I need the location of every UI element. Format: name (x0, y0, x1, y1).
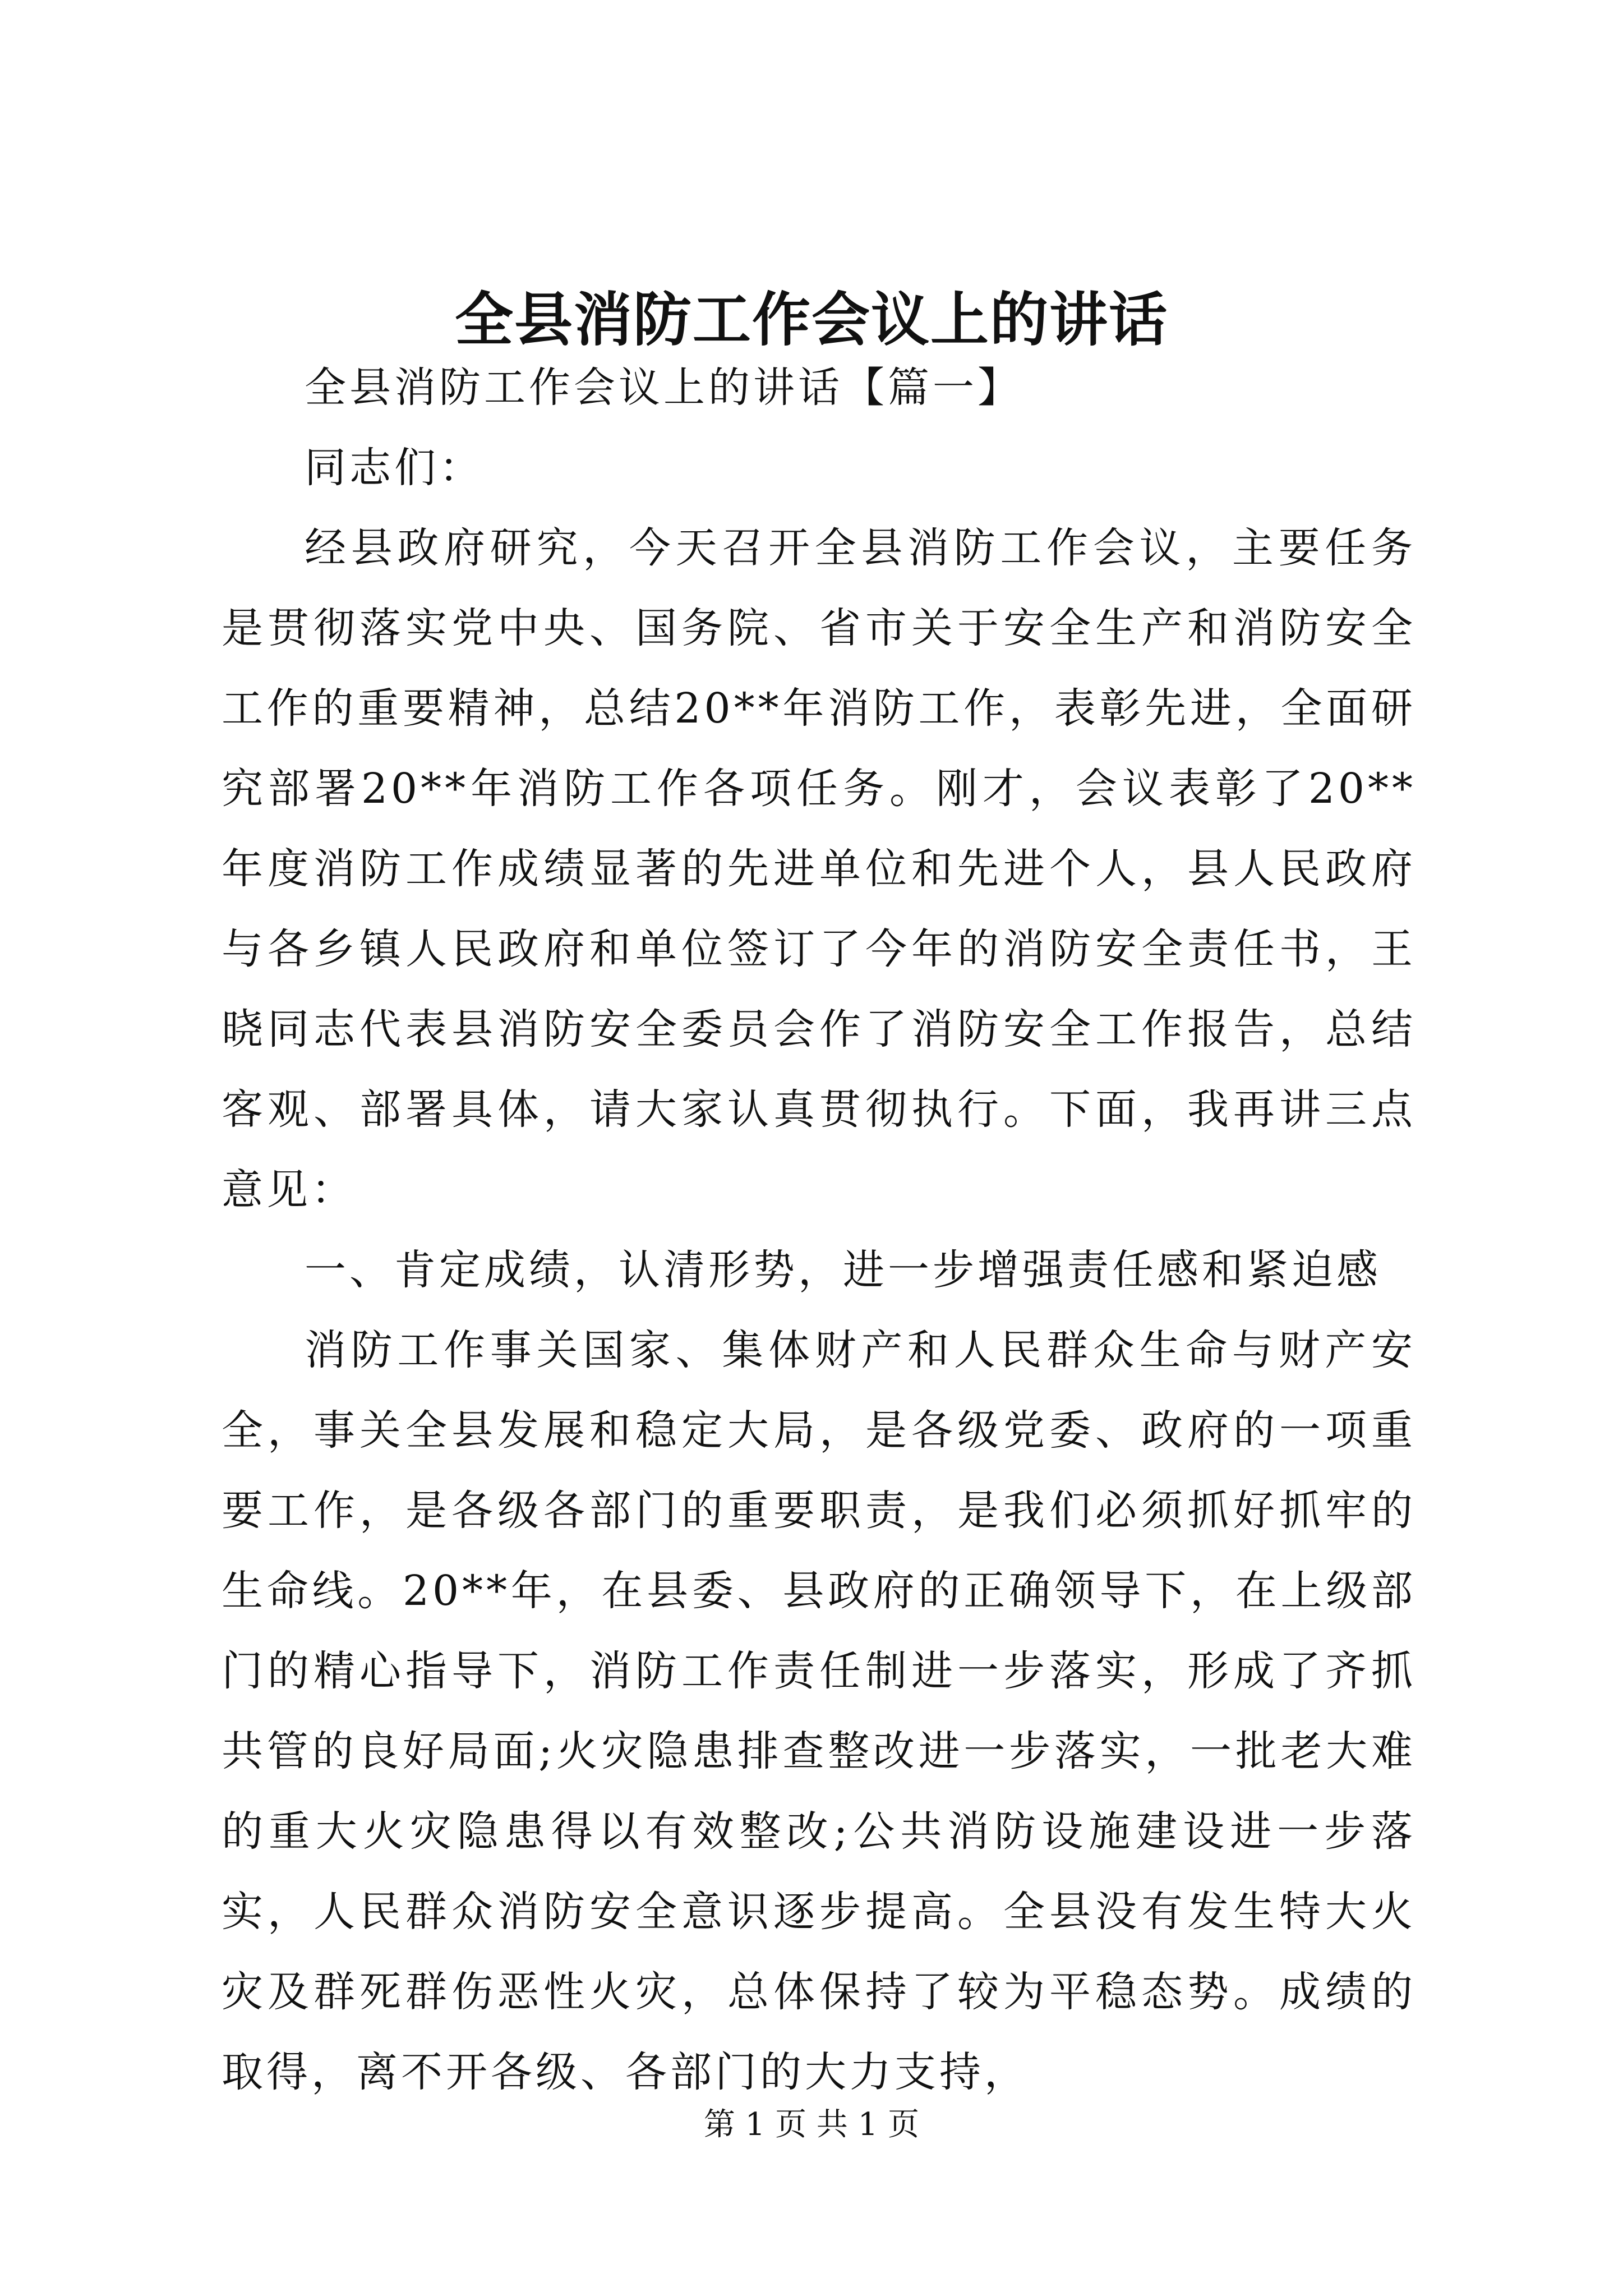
document-title: 全县消防工作会议上的讲话 (454, 285, 1168, 354)
page-footer: 第 1 页 共 1 页 (703, 2106, 920, 2143)
paragraph-achievements: 消防工作事关国家、集体财产和人民群众生命与财产安全，事关全县发展和稳定大局，是各级党委、政府的一项重要工作，是各级各部门的重要职责，是我们必须抓好抓牢的生命线。20**年，在县委、县政府的正确领导下，在上级部门的精心指导下，消防工作责任制进一步落实，形成了齐抓共管的良好局面;火灾隐患排查整改进一步落实，一批老大难的重大火灾隐患得以有效整改;公共消防设施建设进一步落实，人民群众消防安全意识逐步提高。全县没有发生特大火灾及群死群伤恶性火灾，总体保持了较为平稳态势。成绩的取得，离不开各级、各部门的大力支持， (222, 1326, 1416, 2096)
paragraph-intro: 经县政府研究，今天召开全县消防工作会议，主要任务是贯彻落实党中央、国务院、省市关于安全生产和消防安全工作的重要精神，总结20**年消防工作，表彰先进，全面研究部署20**年消防工作各项任务。刚才，会议表彰了20**年度消防工作成绩显著的先进单位和先进个人，县人民政府与各乡镇人民政府和单位签订了今年的消防安全责任书，王晓同志代表县消防安全委员会作了消防安全工作报告，总结客观、部署具体，请大家认真贯彻执行。下面，我再讲三点意见： (222, 524, 1416, 1214)
section-heading: 全县消防工作会议上的讲话【篇一】 (305, 364, 1022, 412)
salutation: 同志们： (305, 444, 484, 492)
subheading-one: 一、肯定成绩，认清形势，进一步增强责任感和紧迫感 (305, 1246, 1381, 1294)
document-body (222, 348, 1416, 2113)
